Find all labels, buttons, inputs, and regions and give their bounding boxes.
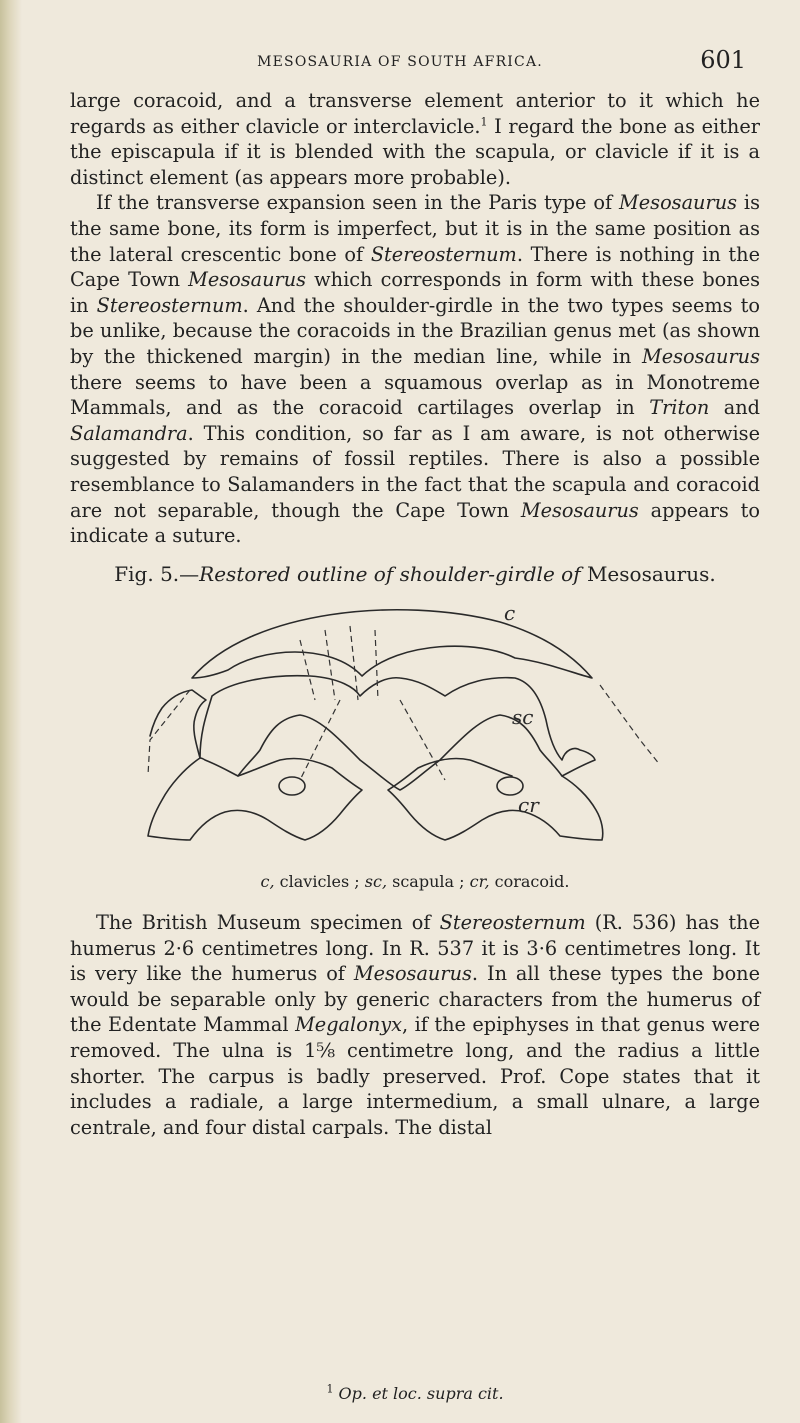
text-span: there seems to have been a squamous overlap as in Monotreme Mammals, and as the coracoid cartilages overlap in — [70, 370, 760, 420]
taxon-name: Mesosaurus — [188, 268, 307, 292]
figure-caption — [70, 562, 760, 586]
page-number: 601 — [700, 46, 746, 74]
paragraph-3 — [70, 910, 760, 1140]
suture-line-6 — [400, 700, 445, 780]
left-outer-wing — [150, 690, 206, 758]
text-span: . In all these types the bone would be separable only by generic characters from the humerus of the Edentate Mammal — [70, 962, 761, 1037]
text-span: . And the shoulder-girdle in the two types seems to be unlike, because the coracoids in the Brazilian genus met (as shown by the thickened margin) in the median line, while in — [70, 293, 760, 368]
taxon-name: Stereosternum — [370, 242, 517, 266]
text-span: , if the epiphyses in that genus were removed. The ulna is 1⅝ centimetre long, and the radius a little shorter. The carpus is badly preserved. Prof. Cope states that it includes a radiale, a large intermedium, a small ulnare, a large centrale, and four distal carpals. The distal — [70, 1013, 760, 1139]
legend-sc-text: scapula ; — [387, 872, 470, 891]
text-span: (R. 536) has the humerus 2·6 centimetres long. In R. 537 it is 3·6 centimetres long. It is very like the humerus of — [70, 911, 760, 986]
caption-italic: Restored outline of shoulder-girdle of — [199, 562, 587, 586]
paragraph-1 — [70, 88, 760, 190]
caption-genus: Mesosaurus. — [586, 562, 716, 586]
left-foramen — [279, 777, 305, 795]
suture-line-2 — [325, 630, 335, 700]
taxon-name: Mesosaurus — [619, 191, 738, 215]
suture-line-1 — [300, 640, 315, 700]
body-text-bottom — [70, 910, 760, 1140]
text-span: I regard the bone as either the episcapula if it is blended with the scapula, or clavicle if it is a distinct element (as appears more probable). — [70, 114, 760, 189]
text-span: . There is nothing in the Cape Town — [70, 242, 761, 292]
running-head — [0, 46, 800, 86]
text-span: is the same bone, its form is imperfect, but it is in the same position as the lateral crescentic bone of — [70, 191, 760, 266]
text-span: appears to indicate a suture. — [70, 498, 760, 548]
body-text-top — [70, 88, 760, 549]
label-c: c — [504, 601, 516, 625]
suture-line-8 — [600, 685, 660, 765]
shoulder-girdle-figure — [100, 600, 720, 860]
footnote-number: 1 — [326, 1382, 334, 1396]
page-binding-edge — [0, 0, 22, 1423]
text-span: The British Museum specimen of — [96, 911, 440, 934]
text-span: . This condition, so far as I am aware, is not otherwise suggested by remains of fossil reptiles. There is also a possible resemblance to Salamanders in the fact that the scapula and coracoid are not separable, though the Cape Town — [70, 421, 760, 522]
taxon-name: Triton — [649, 396, 710, 420]
text-span: and — [709, 396, 761, 420]
footnote — [70, 1384, 760, 1403]
legend-sc: sc, — [364, 872, 388, 891]
taxon-name: Mesosaurus — [520, 498, 639, 522]
figure-legend — [70, 872, 760, 891]
text-span: If the transverse expansion seen in the Paris type of — [96, 191, 620, 215]
footnote-text: Op. et loc. supra cit. — [338, 1384, 504, 1403]
taxon-name: Stereosternum — [96, 293, 243, 317]
legend-c: c, — [260, 872, 275, 891]
label-sc: sc — [512, 705, 534, 729]
clavicle-outline — [192, 610, 592, 678]
legend-cr: cr, — [469, 872, 490, 891]
taxon-name: Mesosaurus — [353, 962, 472, 986]
taxon-name: Salamandra — [70, 421, 188, 445]
taxon-name: Megalonyx — [295, 1013, 403, 1037]
taxon-name: Stereosternum — [439, 911, 586, 934]
suture-line-5 — [300, 700, 340, 780]
suture-line-7 — [148, 690, 190, 775]
label-cr: cr — [518, 793, 539, 817]
paragraph-2 — [70, 190, 760, 548]
taxon-name: Mesosaurus — [642, 344, 760, 368]
text-span: large coracoid, and a transverse element anterior to it which he regards as either clavicle or interclavicle. — [70, 89, 760, 138]
text-span: which corresponds in form with these bones in — [70, 268, 760, 317]
legend-cr-text: coracoid. — [489, 872, 570, 891]
footnote-mark: 1 — [480, 115, 488, 129]
scapula-outline — [200, 676, 595, 790]
caption-prefix: Fig. 5.— — [114, 562, 200, 586]
coracoid-left-outline — [148, 758, 362, 840]
legend-c-text: clavicles ; — [274, 872, 365, 891]
running-title: MESOSAURIA OF SOUTH AFRICA. — [257, 54, 543, 70]
